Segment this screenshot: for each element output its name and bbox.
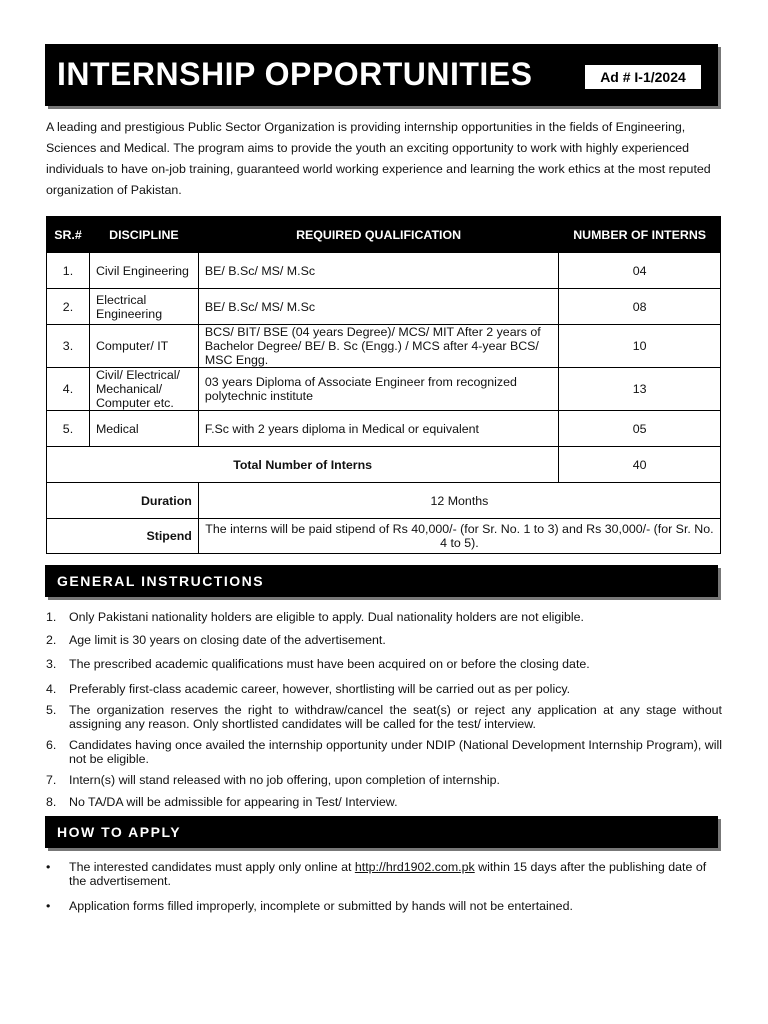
apply-text-post: within 15 days after the publishing date of the advertisement.: [69, 860, 707, 888]
item-number: 5.: [46, 703, 57, 717]
internship-table: [46, 216, 721, 554]
row-interns: 05: [559, 411, 721, 447]
list-item: [46, 795, 722, 809]
item-text: [69, 860, 722, 888]
item-text: The prescribed academic qualifications must have been acquired on or before the closing date.: [69, 657, 590, 671]
row-qualification: BCS/ BIT/ BSE (04 years Degree)/ MCS/ MIT After 2 years of Bachelor Degree/ BE/ B. Sc (Engg.) / MCS after 4-year BCS/ MSC Engg.: [198, 325, 558, 368]
row-qualification: 03 years Diploma of Associate Engineer from recognized polytechnic institute: [198, 368, 558, 411]
table-row: [47, 253, 721, 289]
list-item: [46, 610, 722, 624]
item-text: The organization reserves the right to withdraw/cancel the seat(s) or reject any application at any stage without assigning any reason. Only shortlisted candidates will be called for the test/ interview.: [69, 703, 722, 731]
title-banner: [45, 44, 718, 106]
item-text: Candidates having once availed the internship opportunity under NDIP (National Development Internship Program), will not be eligible.: [69, 738, 722, 766]
how-to-apply-heading: [45, 816, 718, 848]
row-interns: 08: [559, 289, 721, 325]
general-instructions-heading: [45, 565, 718, 597]
table-row: [47, 411, 721, 447]
section-title: GENERAL INSTRUCTIONS: [57, 573, 265, 589]
item-text: Intern(s) will stand released with no job offering, upon completion of internship.: [69, 773, 500, 787]
row-discipline: Civil Engineering: [89, 253, 198, 289]
list-item: [46, 773, 722, 787]
bullet-icon: •: [46, 860, 51, 874]
list-item: [46, 633, 722, 647]
item-number: 8.: [46, 795, 57, 809]
item-text: Only Pakistani nationality holders are eligible to apply. Dual nationality holders are not eligible.: [69, 610, 584, 624]
header-discipline: DISCIPLINE: [89, 217, 198, 253]
item-number: 1.: [46, 610, 57, 624]
list-item: [46, 657, 722, 671]
ad-number-badge: Ad # I-1/2024: [585, 65, 701, 89]
apply-link[interactable]: http://hrd1902.com.pk: [354, 860, 475, 874]
item-text: Preferably first-class academic career, however, shortlisting will be carried out as per policy.: [69, 682, 571, 696]
header-sr: SR.#: [47, 217, 90, 253]
table-header-row: [47, 217, 721, 253]
row-sr: 3.: [47, 325, 90, 368]
stipend-row: [47, 519, 721, 554]
row-interns: 13: [559, 368, 721, 411]
stipend-label: Stipend: [47, 519, 199, 554]
row-discipline: Electrical Engineering: [89, 289, 198, 325]
table-row: [47, 325, 721, 368]
bullet-icon: •: [46, 899, 51, 913]
list-item: [46, 899, 722, 913]
row-discipline: Computer/ IT: [89, 325, 198, 368]
row-interns: 04: [559, 253, 721, 289]
intro-paragraph: A leading and prestigious Public Sector Organization is providing internship opportunities in the fields of Engineering, Sciences and Medical. The program aims to provide the youth an exciting opportunity to work with highly experienced individuals to have on-job training, guaranteed world working experience and learning the work ethics at the most reputed organization of Pakistan.: [46, 120, 711, 197]
table-row: [47, 289, 721, 325]
item-number: 4.: [46, 682, 57, 696]
row-discipline: Civil/ Electrical/ Mechanical/ Computer etc.: [89, 368, 198, 411]
row-qualification: F.Sc with 2 years diploma in Medical or equivalent: [198, 411, 558, 447]
row-qualification: BE/ B.Sc/ MS/ M.Sc: [198, 253, 558, 289]
total-label: Total Number of Interns: [47, 447, 559, 483]
duration-label: Duration: [47, 483, 199, 519]
item-text: No TA/DA will be admissible for appearing in Test/ Interview.: [69, 795, 398, 809]
row-sr: 4.: [47, 368, 90, 411]
list-item: [46, 860, 722, 888]
apply-text-pre: The interested candidates must apply only online at: [69, 860, 355, 874]
section-title: HOW TO APPLY: [57, 824, 182, 840]
total-value: 40: [559, 447, 721, 483]
stipend-value: The interns will be paid stipend of Rs 40,000/- (for Sr. No. 1 to 3) and Rs 30,000/- (for Sr. No. 4 to 5).: [198, 519, 720, 554]
list-item: [46, 703, 722, 731]
item-number: 6.: [46, 738, 57, 752]
total-row: [47, 447, 721, 483]
table-row: [47, 368, 721, 411]
item-text: Application forms filled improperly, incomplete or submitted by hands will not be entertained.: [69, 899, 573, 913]
page-title: INTERNSHIP OPPORTUNITIES: [57, 56, 533, 92]
duration-value: 12 Months: [198, 483, 720, 519]
row-discipline: Medical: [89, 411, 198, 447]
row-sr: 1.: [47, 253, 90, 289]
item-number: 7.: [46, 773, 57, 787]
duration-row: [47, 483, 721, 519]
row-interns: 10: [559, 325, 721, 368]
item-number: 3.: [46, 657, 57, 671]
row-sr: 2.: [47, 289, 90, 325]
item-text: Age limit is 30 years on closing date of the advertisement.: [69, 633, 386, 647]
row-qualification: BE/ B.Sc/ MS/ M.Sc: [198, 289, 558, 325]
header-qualification: REQUIRED QUALIFICATION: [198, 217, 558, 253]
item-number: 2.: [46, 633, 57, 647]
row-sr: 5.: [47, 411, 90, 447]
header-interns: NUMBER OF INTERNS: [559, 217, 721, 253]
list-item: [46, 682, 722, 696]
list-item: [46, 738, 722, 766]
